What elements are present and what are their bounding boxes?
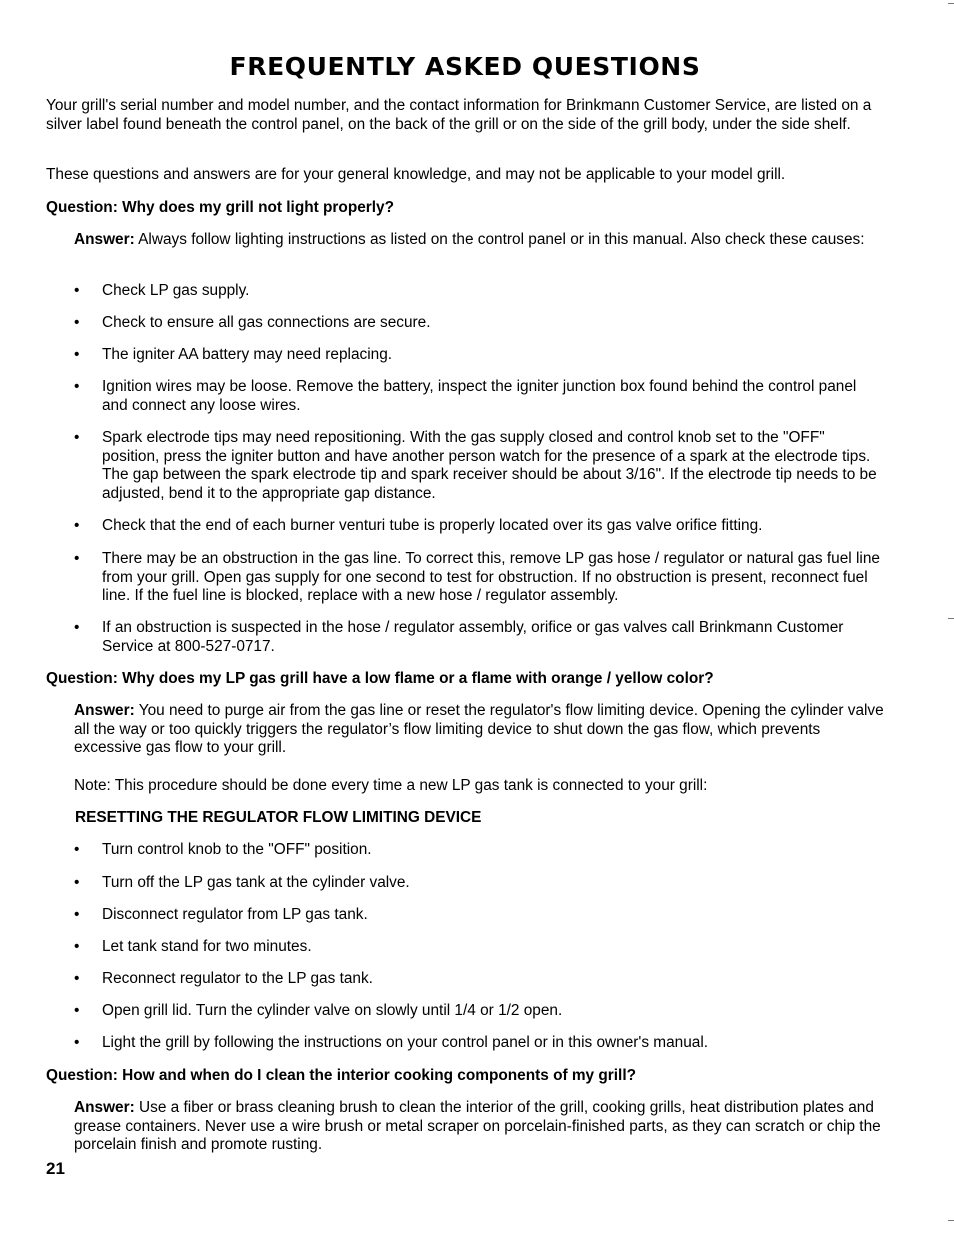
intro-paragraph: These questions and answers are for your general knowledge, and may not be applicable to your model grill. <box>46 166 786 183</box>
list-item: • Turn control knob to the "OFF" position. <box>74 841 372 858</box>
answer-paragraph <box>74 702 884 758</box>
bullet-icon: • <box>74 282 80 299</box>
bullet-icon: • <box>74 906 80 923</box>
intro-paragraph: Your grill's serial number and model number, and the contact information for Brinkmann Customer Service, are listed on a silver label found beneath the control panel, on the back of the grill or on the side of the grill body, under the side shelf. <box>46 97 872 133</box>
list-item: • Turn off the LP gas tank at the cylinder valve. <box>74 874 410 891</box>
list-item: • Open grill lid. Turn the cylinder valve on slowly until 1/4 or 1/2 open. <box>74 1002 563 1019</box>
answer-label: Answer: <box>74 702 135 719</box>
list-item: • Check to ensure all gas connections are secure. <box>74 314 431 331</box>
page-number: 21 <box>46 1159 65 1178</box>
bullet-icon: • <box>74 346 80 363</box>
bullet-icon: • <box>74 429 80 446</box>
list-item: • Check LP gas supply. <box>74 282 250 299</box>
answer-label: Answer: <box>74 1099 135 1116</box>
bullet-icon: • <box>74 1034 80 1051</box>
crop-mark <box>948 3 954 4</box>
question-heading: Question: Why does my LP gas grill have a low flame or a flame with orange / yellow color? <box>46 670 714 687</box>
question-heading: Question: Why does my grill not light properly? <box>46 199 395 216</box>
list-item: • Light the grill by following the instructions on your control panel or in this owner's manual. <box>74 1034 709 1051</box>
bullet-icon: • <box>74 314 80 331</box>
note-paragraph: Note: This procedure should be done every time a new LP gas tank is connected to your grill: <box>74 777 708 794</box>
answer-paragraph <box>74 231 884 250</box>
bullet-icon: • <box>74 517 80 534</box>
answer-text: You need to purge air from the gas line or reset the regulator's flow limiting device. Opening the cylinder valve all the way or too quickly triggers the regulator’s flow limiting device to shut down the gas flow, which prevents excessive gas flow to your grill. <box>74 702 884 756</box>
list-item: • Disconnect regulator from LP gas tank. <box>74 906 368 923</box>
bullet-icon: • <box>74 970 80 987</box>
bullet-icon: • <box>74 619 80 636</box>
answer-text: Always follow lighting instructions as listed on the control panel or in this manual. Also check these causes: <box>138 231 865 248</box>
answer-label: Answer: <box>74 231 135 248</box>
crop-mark <box>948 1220 954 1221</box>
subheading: RESETTING THE REGULATOR FLOW LIMITING DEVICE <box>75 809 482 826</box>
list-item: • Check that the end of each burner venturi tube is properly located over its gas valve orifice fitting. <box>74 517 763 534</box>
bullet-icon: • <box>74 550 80 567</box>
list-item: • Reconnect regulator to the LP gas tank. <box>74 970 373 987</box>
list-item: • There may be an obstruction in the gas line. To correct this, remove LP gas hose / regulator or natural gas fuel line from your grill. Open gas supply for one second to test for obstruction. If no obstruction is present, reconnect fuel line. If the fuel line is blocked, replace with a new hose / regulator assembly. <box>74 550 880 604</box>
page-title: FREQUENTLY ASKED QUESTIONS <box>229 52 701 81</box>
list-item: • If an obstruction is suspected in the hose / regulator assembly, orifice or gas valves call Brinkmann Customer Service at 800-527-0717. <box>74 619 844 655</box>
bullet-icon: • <box>74 1002 80 1019</box>
list-item: • The igniter AA battery may need replacing. <box>74 346 393 363</box>
list-item: • Let tank stand for two minutes. <box>74 938 312 955</box>
bullet-icon: • <box>74 874 80 891</box>
list-item: • Spark electrode tips may need repositioning. With the gas supply closed and control knob set to the "OFF" position, press the igniter button and have another person watch for the presence of a spark at the electrode tips. The gap between the spark electrode tip and spark receiver should be about 3/16". If the electrode tip needs to be adjusted, bend it to the appropriate gap distance. <box>74 429 877 502</box>
list-item: • Ignition wires may be loose. Remove the battery, inspect the igniter junction box found behind the control panel and connect any loose wires. <box>74 378 857 414</box>
bullet-icon: • <box>74 841 80 858</box>
bullet-icon: • <box>74 378 80 395</box>
answer-paragraph <box>74 1099 884 1155</box>
answer-text: Use a fiber or brass cleaning brush to clean the interior of the grill, cooking grills, heat distribution plates and grease containers. Never use a wire brush or metal scraper on porcelain-finished parts, as they can scratch or chip the porcelain finish and promote rusting. <box>74 1099 881 1153</box>
crop-mark <box>948 618 954 619</box>
bullet-icon: • <box>74 938 80 955</box>
question-heading: Question: How and when do I clean the interior cooking components of my grill? <box>46 1067 637 1084</box>
